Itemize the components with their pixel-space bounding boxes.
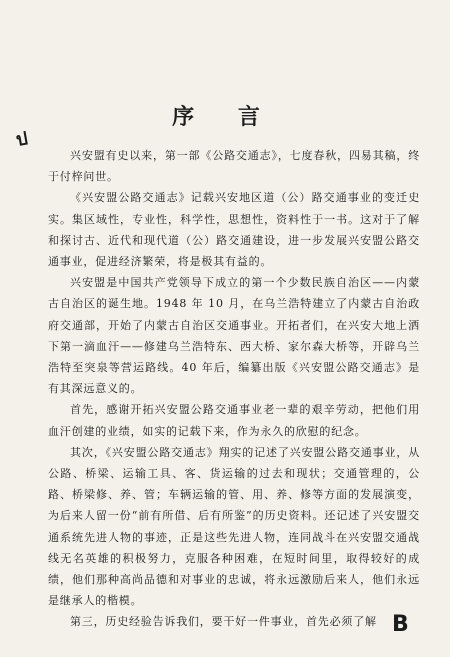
- paragraph-2: 《兴安盟公路交通志》记载兴安地区道（公）路交通事业的变迁史实。集区域性，专业性，科学性，思想性，资料性于一书。这对于了解和探讨古、近代和现代道（公）路交通建设，进一步发展兴安盟公路交通事业，促进经济繁荣，将是极其有益的。: [48, 191, 420, 269]
- page-title: 序 言: [172, 104, 278, 130]
- paragraph-5: 其次，《兴安盟公路交通志》翔实的记述了兴安盟公路交通事业，从公路、桥梁、运输工具、客、货运输的过去和现状；交通管理的，公路、桥梁修、养、管；车辆运输的管、用、养、修等方面的发展演变，为后来人留一份“前有所借、后有所鉴”的历史资料。还记述了兴安盟交通系统先进人物的事迹，正是这些先进人物，连同战斗在兴安盟交通战线无名英雄的积极努力，克服各种困难，在短时间里，取得较好的成绩，他们那种高尚品德和对事业的忠诚，将永远激励后来人，他们永远是继承人的楷模。: [48, 445, 420, 608]
- paragraph-1: 兴安盟有史以来，第一部《公路交通志》，七度春秋，四易其稿，终于付梓问世。: [48, 149, 420, 184]
- paragraph-3: 兴安盟是中国共产党领导下成立的第一个少数民族自治区——内蒙古自治区的诞生地。1948 年 10 月，在乌兰浩特建立了内蒙古自治政府交通部，开始了内蒙古自治区交通事业。开拓者们，在兴安大地上洒下第一滴血汗——修建乌兰浩特东、西大桥、家尔森大桥等，开辟乌兰浩特至突泉等营运路线。40 年后，编纂出版《兴安盟公路交通志》是有其深远意义的。: [48, 276, 420, 396]
- handwritten-page-mark: B: [392, 612, 409, 637]
- paragraph-6: 第三，历史经验告诉我们，要干好一件事业，首先必须了解: [70, 615, 377, 629]
- paragraph-4: 首先，感谢开拓兴安盟公路交通事业老一辈的艰辛劳动，把他们用血汗创建的业绩，如实的记载下来，作为永久的欣慰的纪念。: [48, 403, 420, 438]
- margin-handwritten-mark: ป: [14, 128, 30, 151]
- document-body: [48, 145, 420, 633]
